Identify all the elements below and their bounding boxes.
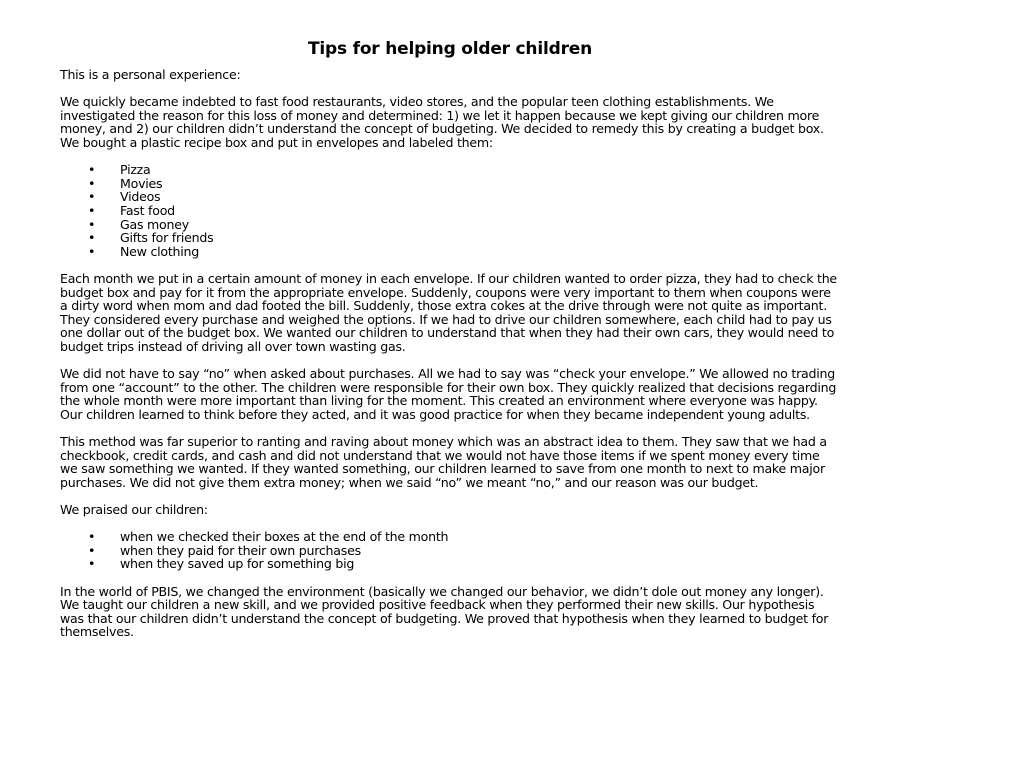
list-item [60,245,840,259]
paragraph-monthly-envelopes: Each month we put in a certain amount of money in each envelope. If our children wanted to order pizza, they had to check the budget box and pay for it from the appropriate envelope. Suddenly, coupons were very important to them when coupons were a dirty word when mom and dad footed the bill. Suddenly, those extra cokes at the drive through were not quite as important. They considered every purchase and weighed the options. If we had to drive our children somewhere, each child had to pay us one dollar out of the budget box. We wanted our children to understand that when they had their own cars, they would need to budget trips instead of driving all over town wasting gas. [60,270,837,354]
list-item-text: when we checked their boxes at the end of the month [120,529,449,545]
praise-list [60,530,840,571]
intro-text: This is a personal experience: [60,67,241,82]
paragraph-method-superior: This method was far superior to ranting and raving about money which was an abstract idea to them. They saw that we had a checkbook, credit cards, and cash and did not understand that we would not have those items if we spent money every time we saw something we wanted. If they wanted something, our children learned to save from one month to next to make major purchases. We did not give them extra money; when we said “no” we meant “no,” and our reason was our budget. [60,434,827,490]
document-page [60,38,840,653]
list-item-text: New clothing [120,243,199,259]
list-item [60,231,840,245]
bullet-icon: • [88,556,96,572]
bullet-icon: • [88,529,96,545]
bullet-icon: • [88,216,96,232]
list-item-text: when they saved up for something big [120,556,355,572]
praise-intro-text: We praised our children: [60,502,208,517]
list-item-text: Pizza [120,162,151,178]
bullet-icon: • [88,542,96,558]
paragraph-pbis: In the world of PBIS, we changed the environment (basically we changed our behavior, we didn’t dole out money any longer). We taught our children a new skill, and we provided positive feedback when they performed their new skills. Our hypothesis was that our children didn’t understand the concept of budgeting. We proved that hypothesis when they learned to budget for themselves. [60,583,829,640]
list-item [60,557,840,571]
list-item-text: Gifts for friends [120,230,214,246]
bullet-icon: • [88,189,96,205]
bullet-icon: • [88,202,96,218]
list-item-text: Fast food [120,202,175,218]
list-item [60,204,840,218]
list-item-text: when they paid for their own purchases [120,542,361,558]
list-item-text: Gas money [120,216,189,232]
page-title: Tips for helping older children [308,39,592,59]
bullet-icon: • [88,162,96,178]
list-item-text: Videos [120,189,161,205]
list-item [60,163,840,177]
list-item-text: Movies [120,175,163,191]
bullet-icon: • [88,243,96,259]
list-item [60,177,840,191]
list-item [60,218,840,232]
paragraph-indebted: We quickly became indebted to fast food restaurants, video stores, and the popular teen clothing establishments. We investigated the reason for this loss of money and determined: 1) we let it happen because we kept giving our children more money, and 2) our children didn’t understand the concept of budgeting. We decided to remedy this by creating a budget box. We bought a plastic recipe box and put in envelopes and labeled them: [60,94,824,150]
bullet-icon: • [88,175,96,191]
envelope-label-list [60,163,840,258]
paragraph-check-envelope: We did not have to say “no” when asked about purchases. All we had to say was “check your envelope.” We allowed no trading from one “account” to the other. The children were responsible for their own box. They quickly realized that decisions regarding the whole month were more important than living for the moment. This created an environment where everyone was happy. Our children learned to think before they acted, and it was good practice for when they became independent young adults. [60,366,837,422]
list-item [60,544,840,558]
list-item [60,190,840,204]
bullet-icon: • [88,230,96,246]
list-item [60,530,840,544]
